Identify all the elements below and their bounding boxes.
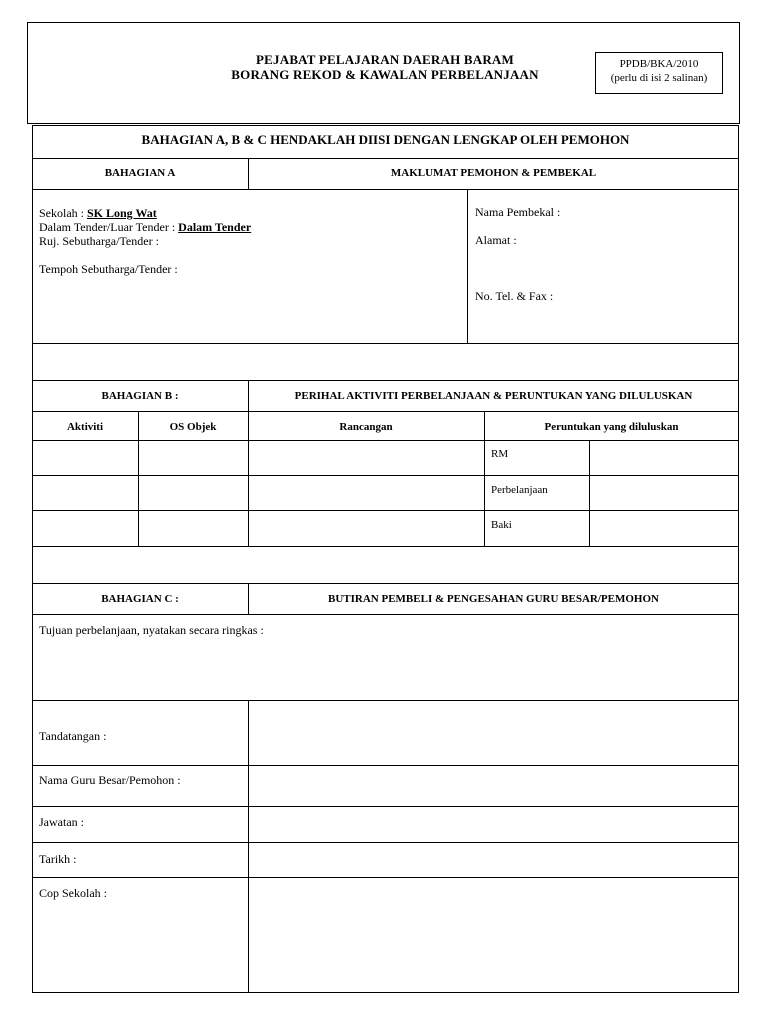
instruction-text: BAHAGIAN A, B & C HENDAKLAH DIISI DENGAN LENGKAP OLEH PEMOHON <box>141 132 630 147</box>
stamp-label: Cop Sekolah : <box>39 886 107 900</box>
date-label: Tarikh : <box>39 852 77 866</box>
tender-value: Dalam Tender <box>178 220 252 234</box>
school-label: Sekolah : <box>39 206 84 220</box>
school-field <box>39 206 157 220</box>
section-a-heading: MAKLUMAT PEMOHON & PEMBEKAL <box>390 167 597 179</box>
section-c-label: BAHAGIAN C : <box>101 593 179 605</box>
phone-label: No. Tel. & Fax : <box>475 289 554 303</box>
ref-label: Ruj. Sebutharga/Tender : <box>39 234 159 248</box>
supplier-label: Nama Pembekal : <box>475 205 561 219</box>
address-label: Alamat : <box>475 233 517 247</box>
tender-label: Dalam Tender/Luar Tender : <box>39 220 176 234</box>
form-code: PPDB/BKA/2010 <box>619 58 699 70</box>
office-title: PEJABAT PELAJARAN DAERAH BARAM <box>256 52 514 67</box>
name-label: Nama Guru Besar/Pemohon : <box>39 773 181 787</box>
form-body-border <box>32 125 739 993</box>
col-activity: Aktiviti <box>66 421 104 433</box>
period-label: Tempoh Sebutharga/Tender : <box>39 262 178 276</box>
col-plan: Rancangan <box>339 421 393 433</box>
col-allocation: Peruntukan yang diluluskan <box>544 421 679 433</box>
col-object: OS Objek <box>169 421 217 433</box>
section-b-heading: PERIHAL AKTIVITI PERBELANJAAN & PERUNTUKAN YANG DILULUSKAN <box>294 390 693 402</box>
position-label: Jawatan : <box>39 815 84 829</box>
section-a-label: BAHAGIAN A <box>104 167 176 179</box>
section-b-label: BAHAGIAN B : <box>101 390 179 402</box>
school-value: SK Long Wat <box>87 206 157 220</box>
copies-note: (perlu di isi 2 salinan) <box>610 72 708 84</box>
purpose-label: Tujuan perbelanjaan, nyatakan secara ringkas : <box>39 623 264 637</box>
tender-field <box>39 220 251 234</box>
signature-label: Tandatangan : <box>39 729 107 743</box>
allocation-rm: RM <box>491 448 509 460</box>
allocation-balance: Baki <box>491 519 512 531</box>
form-title: BORANG REKOD & KAWALAN PERBELANJAAN <box>231 67 539 82</box>
section-c-heading: BUTIRAN PEMBELI & PENGESAHAN GURU BESAR/PEMOHON <box>328 593 659 605</box>
allocation-spending: Perbelanjaan <box>491 484 548 496</box>
